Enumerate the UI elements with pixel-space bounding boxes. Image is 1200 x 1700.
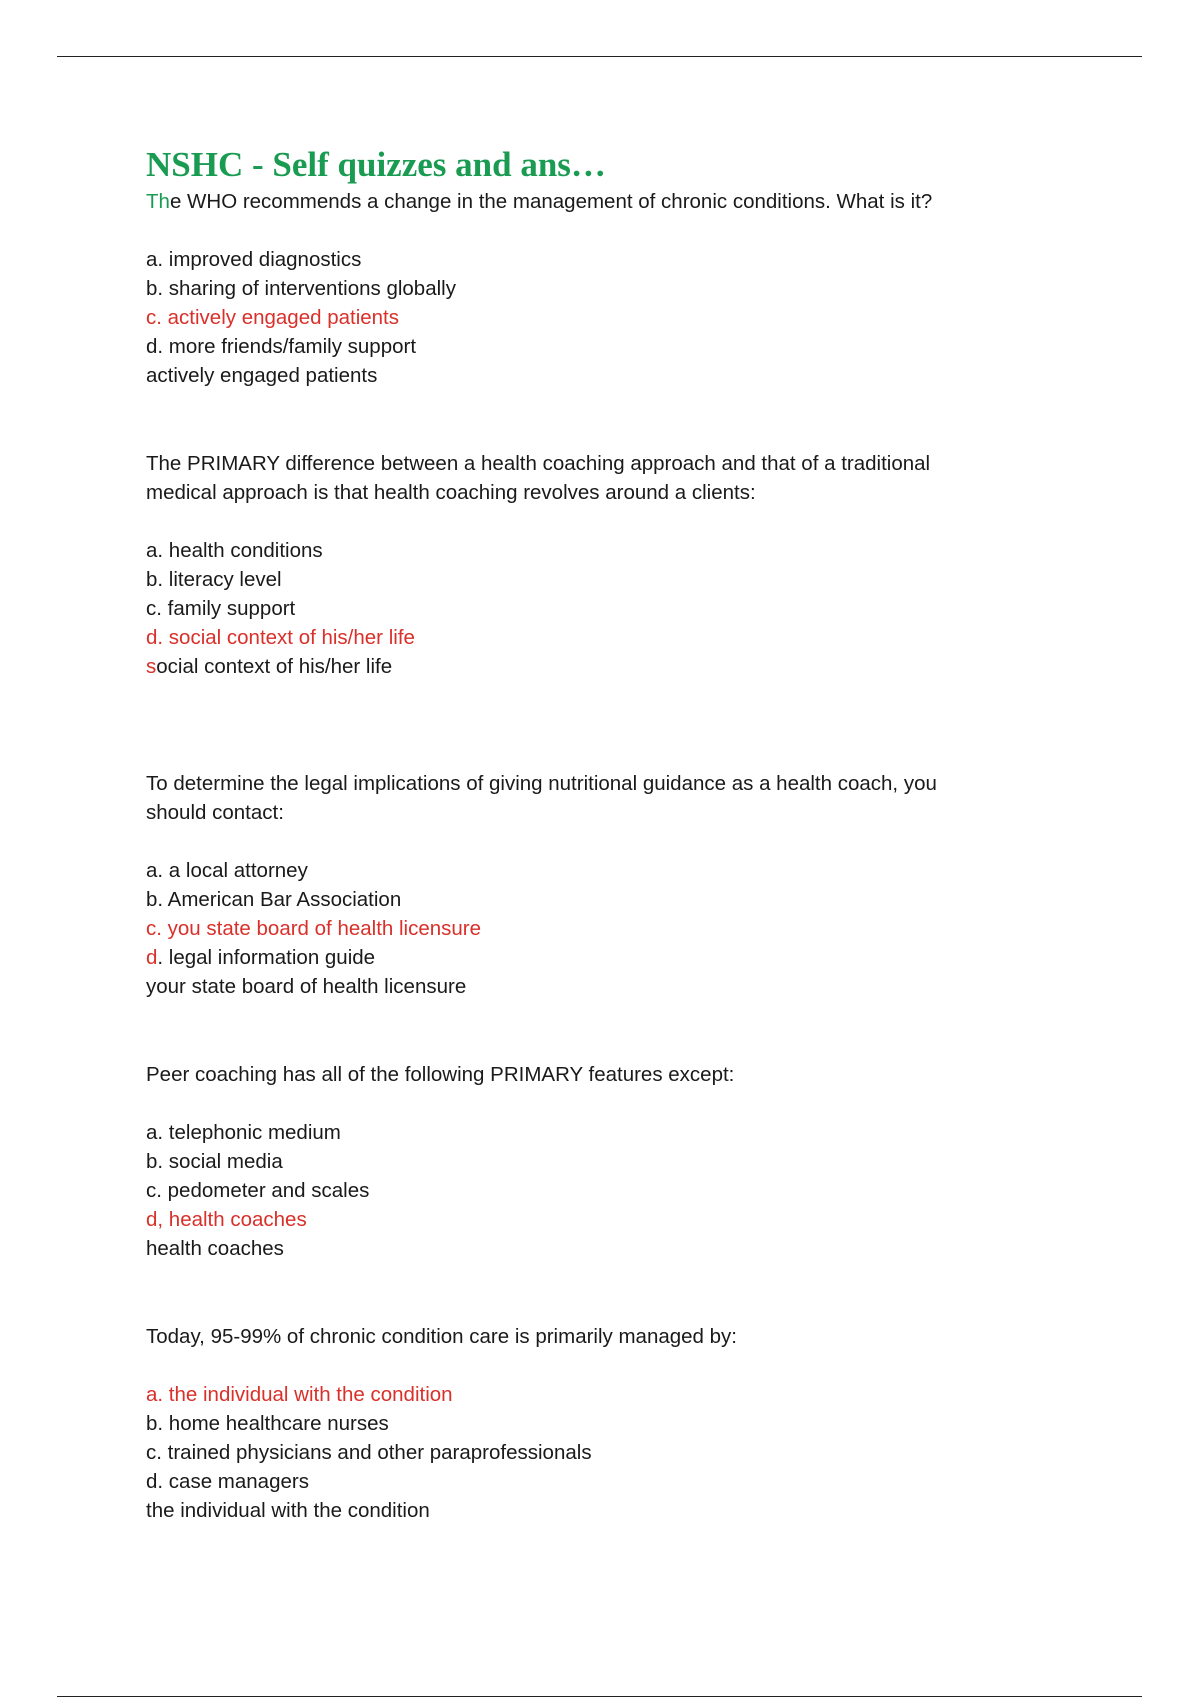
question-lead-letters: Th: [146, 190, 170, 213]
option-c: c. family support: [146, 597, 296, 620]
question-block-4: [146, 1060, 1046, 1263]
question-text-line-1: To determine the legal implications of giving nutritional guidance as a health coach, you: [146, 772, 937, 795]
option-b: b. home healthcare nurses: [146, 1412, 389, 1435]
option-b: b. social media: [146, 1150, 283, 1173]
option-b: b. sharing of interventions globally: [146, 277, 456, 300]
answer-text: your state board of health licensure: [146, 975, 467, 998]
option-a-correct: a. the individual with the condition: [146, 1383, 453, 1406]
question-text-rest: e WHO recommends a change in the management of chronic conditions. What is it?: [169, 190, 933, 213]
option-d-correct: d. social context of his/her life: [146, 626, 415, 649]
question-text: [146, 187, 1046, 216]
question-text-line-2: medical approach is that health coaching revolves around a clients:: [146, 481, 756, 504]
question-text: Today, 95-99% of chronic condition care is primarily managed by:: [146, 1325, 737, 1348]
document-body: [146, 143, 1046, 1525]
option-a: a. improved diagnostics: [146, 248, 362, 271]
answer-text: health coaches: [146, 1237, 284, 1260]
question-block-3: [146, 769, 1046, 1001]
answer-text: actively engaged patients: [146, 364, 378, 387]
option-c-correct: c. actively engaged patients: [146, 306, 399, 329]
footer-rule: [57, 1696, 1142, 1697]
option-d-letter: d: [146, 946, 158, 969]
option-d-correct: d, health coaches: [146, 1208, 307, 1231]
option-b: b. literacy level: [146, 568, 282, 591]
option-c: c. trained physicians and other paraprofessionals: [146, 1441, 592, 1464]
option-a: a. telephonic medium: [146, 1121, 341, 1144]
option-b: b. American Bar Association: [146, 888, 402, 911]
answer-text: [146, 652, 1046, 681]
answer-lead-letter: s: [146, 655, 157, 678]
question-text-line-2: should contact:: [146, 801, 284, 824]
question-block-1: [146, 187, 1046, 390]
option-d-rest: . legal information guide: [157, 946, 376, 969]
option-d: d. more friends/family support: [146, 335, 417, 358]
answer-text-rest: ocial context of his/her life: [156, 655, 393, 678]
option-d: [146, 943, 1046, 972]
option-c-correct: c. you state board of health licensure: [146, 917, 482, 940]
question-text-line-1: The PRIMARY difference between a health coaching approach and that of a traditional: [146, 452, 931, 475]
document-title: NSHC - Self quizzes and ans…: [146, 145, 606, 184]
option-a: a. a local attorney: [146, 859, 308, 882]
option-c: c. pedometer and scales: [146, 1179, 370, 1202]
question-block-2: [146, 449, 1046, 681]
option-d: d. case managers: [146, 1470, 309, 1493]
question-block-5: [146, 1322, 1046, 1525]
question-text: Peer coaching has all of the following PRIMARY features except:: [146, 1063, 735, 1086]
header-rule: [57, 56, 1142, 57]
answer-text: the individual with the condition: [146, 1499, 430, 1522]
option-a: a. health conditions: [146, 539, 323, 562]
